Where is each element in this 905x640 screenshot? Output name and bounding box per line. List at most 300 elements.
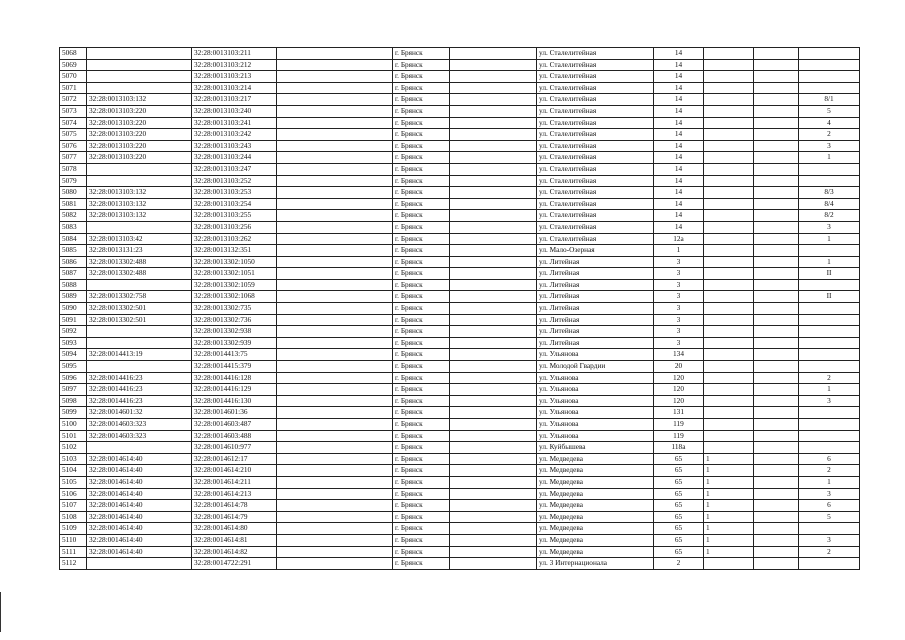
table-cell [450, 534, 537, 546]
table-row [60, 303, 860, 315]
table-cell [704, 245, 754, 257]
table-row [60, 511, 860, 523]
table-cell [277, 314, 393, 326]
table-cell: 32:28:0014413:19 [87, 349, 192, 361]
table-cell [450, 384, 537, 396]
table-cell: ул. Сталелитейная [537, 82, 654, 94]
table-cell [450, 361, 537, 373]
table-cell: 32:28:0014614:40 [87, 500, 192, 512]
table-row [60, 233, 860, 245]
table-cell: 14 [654, 48, 704, 60]
table-cell: 32:28:0014416:130 [192, 395, 277, 407]
table-cell: 1 [704, 511, 754, 523]
table-cell: 32:28:0013302:735 [192, 303, 277, 315]
table-row [60, 117, 860, 129]
table-row [60, 71, 860, 83]
table-cell: 5085 [60, 245, 87, 257]
table-cell: 32:28:0014416:129 [192, 384, 277, 396]
table-cell [87, 48, 192, 60]
table-row [60, 465, 860, 477]
table-cell: 3 [654, 326, 704, 338]
table-cell: г. Брянск [393, 534, 450, 546]
table-cell [277, 221, 393, 233]
table-cell: 32:28:0013302:1051 [192, 268, 277, 280]
table-cell: 5104 [60, 465, 87, 477]
table-cell [754, 117, 799, 129]
table-cell [754, 198, 799, 210]
table-cell: ул. Литейная [537, 291, 654, 303]
table-cell: г. Брянск [393, 419, 450, 431]
table-cell: 5108 [60, 511, 87, 523]
table-cell: 32:28:0014614:40 [87, 465, 192, 477]
table-cell [277, 326, 393, 338]
table-cell [87, 163, 192, 175]
table-cell [754, 407, 799, 419]
table-row [60, 384, 860, 396]
table-cell [277, 245, 393, 257]
table-cell: 65 [654, 511, 704, 523]
table-cell: II [799, 268, 860, 280]
table-cell [754, 314, 799, 326]
table-cell [87, 82, 192, 94]
table-cell: 32:28:0013103:262 [192, 233, 277, 245]
table-cell [450, 558, 537, 570]
table-cell [704, 221, 754, 233]
table-cell [704, 82, 754, 94]
table-cell: 3 [799, 140, 860, 152]
table-cell: 32:28:0014601:36 [192, 407, 277, 419]
table-cell: 118а [654, 442, 704, 454]
table-cell [87, 558, 192, 570]
table-cell: 14 [654, 210, 704, 222]
table-cell: 5083 [60, 221, 87, 233]
table-cell: 3 [799, 534, 860, 546]
table-cell: г. Брянск [393, 488, 450, 500]
table-cell [450, 163, 537, 175]
table-cell [754, 152, 799, 164]
table-cell: 65 [654, 546, 704, 558]
table-row [60, 430, 860, 442]
table-cell: 5077 [60, 152, 87, 164]
table-cell: 32:28:0013302:488 [87, 268, 192, 280]
table-cell [704, 117, 754, 129]
table-cell: 32:28:0013103:211 [192, 48, 277, 60]
table-cell [799, 419, 860, 431]
table-cell [704, 105, 754, 117]
table-cell [799, 314, 860, 326]
table-cell [277, 303, 393, 315]
table-cell: 3 [654, 268, 704, 280]
table-cell: ул. Медведева [537, 476, 654, 488]
table-cell: ул. Сталелитейная [537, 175, 654, 187]
table-cell: 32:28:0014614:40 [87, 534, 192, 546]
table-cell: 65 [654, 465, 704, 477]
table-cell: 32:28:0013131:23 [87, 245, 192, 257]
table-cell: ул. Сталелитейная [537, 117, 654, 129]
table-cell [754, 129, 799, 141]
table-row [60, 187, 860, 199]
table-cell: 32:28:0013103:220 [87, 140, 192, 152]
table-cell [754, 48, 799, 60]
table-cell [799, 163, 860, 175]
table-cell: 119 [654, 430, 704, 442]
table-row [60, 82, 860, 94]
table-cell [450, 291, 537, 303]
table-cell [704, 349, 754, 361]
table-cell: 5069 [60, 59, 87, 71]
table-cell [450, 430, 537, 442]
table-cell [277, 198, 393, 210]
table-cell [754, 94, 799, 106]
table-cell: 5103 [60, 453, 87, 465]
table-cell: ул. Сталелитейная [537, 129, 654, 141]
table-row [60, 372, 860, 384]
table-cell: 14 [654, 140, 704, 152]
table-cell: 32:28:0013103:217 [192, 94, 277, 106]
table-cell: 8/1 [799, 94, 860, 106]
table-cell: 32:28:0014614:211 [192, 476, 277, 488]
table-cell: 14 [654, 59, 704, 71]
table-cell: ул. Литейная [537, 337, 654, 349]
table-cell [754, 163, 799, 175]
table-cell [450, 256, 537, 268]
table-cell: 32:28:0013103:213 [192, 71, 277, 83]
table-cell [704, 140, 754, 152]
table-cell: 5082 [60, 210, 87, 222]
table-cell [277, 94, 393, 106]
table-cell: 32:28:0014413:75 [192, 349, 277, 361]
table-cell: 5074 [60, 117, 87, 129]
table-cell [87, 175, 192, 187]
table-cell [704, 59, 754, 71]
table-cell [754, 175, 799, 187]
table-cell: ул. Медведева [537, 546, 654, 558]
table-row [60, 279, 860, 291]
table-cell: ул. Ульянова [537, 384, 654, 396]
table-cell: 32:28:0013103:253 [192, 187, 277, 199]
table-cell [450, 233, 537, 245]
table-cell [277, 476, 393, 488]
table-cell: 32:28:0013103:220 [87, 117, 192, 129]
table-cell: г. Брянск [393, 314, 450, 326]
table-cell: 1 [704, 534, 754, 546]
table-cell [277, 117, 393, 129]
table-row [60, 129, 860, 141]
table-cell: ул. 3 Интернационала [537, 558, 654, 570]
table-cell [450, 82, 537, 94]
table-cell: г. Брянск [393, 94, 450, 106]
table-cell: 14 [654, 105, 704, 117]
table-cell: 32:28:0013103:254 [192, 198, 277, 210]
table-cell [277, 465, 393, 477]
table-cell [704, 175, 754, 187]
table-cell [450, 523, 537, 535]
table-cell: 32:28:0013103:241 [192, 117, 277, 129]
table-cell [277, 511, 393, 523]
table-cell [754, 326, 799, 338]
table-cell: 4 [799, 117, 860, 129]
table-cell [450, 117, 537, 129]
table-cell: 5093 [60, 337, 87, 349]
table-cell: г. Брянск [393, 523, 450, 535]
table-cell [277, 140, 393, 152]
table-cell [704, 163, 754, 175]
table-cell: ул. Литейная [537, 314, 654, 326]
table-cell: 2 [799, 129, 860, 141]
table-cell [704, 129, 754, 141]
table-cell: 32:28:0013103:132 [87, 198, 192, 210]
table-cell [799, 523, 860, 535]
table-cell: 12а [654, 233, 704, 245]
table-cell: 32:28:0013302:1050 [192, 256, 277, 268]
table-body [60, 48, 860, 570]
table-cell [277, 163, 393, 175]
table-cell: 1 [704, 465, 754, 477]
table-cell [704, 337, 754, 349]
table-cell: г. Брянск [393, 129, 450, 141]
table-cell: 5090 [60, 303, 87, 315]
table-cell [450, 105, 537, 117]
table-cell: г. Брянск [393, 48, 450, 60]
table-cell [754, 291, 799, 303]
table-cell: 32:28:0013103:220 [87, 152, 192, 164]
table-cell [704, 279, 754, 291]
table-cell [87, 279, 192, 291]
table-cell: 5088 [60, 279, 87, 291]
table-cell [450, 442, 537, 454]
table-cell: 32:28:0013103:252 [192, 175, 277, 187]
table-cell: 5071 [60, 82, 87, 94]
table-cell: ул. Ульянова [537, 395, 654, 407]
table-cell: 5076 [60, 140, 87, 152]
table-cell [277, 453, 393, 465]
table-cell: г. Брянск [393, 256, 450, 268]
table-cell [450, 140, 537, 152]
table-cell: г. Брянск [393, 105, 450, 117]
table-cell [277, 291, 393, 303]
table-cell: г. Брянск [393, 384, 450, 396]
table-row [60, 546, 860, 558]
table-cell: ул. Медведева [537, 500, 654, 512]
table-cell: 65 [654, 523, 704, 535]
table-cell: г. Брянск [393, 175, 450, 187]
table-cell: 6 [799, 500, 860, 512]
table-cell [799, 279, 860, 291]
table-cell: 32:28:0014612:17 [192, 453, 277, 465]
table-cell [704, 314, 754, 326]
table-cell [277, 534, 393, 546]
table-cell: г. Брянск [393, 476, 450, 488]
table-cell: г. Брянск [393, 291, 450, 303]
table-cell: г. Брянск [393, 395, 450, 407]
table-cell: 65 [654, 476, 704, 488]
table-cell: г. Брянск [393, 279, 450, 291]
table-cell [450, 372, 537, 384]
table-cell: ул. Медведева [537, 523, 654, 535]
table-cell [704, 210, 754, 222]
table-cell: ул. Сталелитейная [537, 221, 654, 233]
table-cell [704, 198, 754, 210]
table-cell: 134 [654, 349, 704, 361]
table-cell: 1 [704, 500, 754, 512]
table-cell: г. Брянск [393, 233, 450, 245]
table-cell [277, 82, 393, 94]
table-row [60, 476, 860, 488]
table-cell [450, 71, 537, 83]
table-cell [754, 303, 799, 315]
table-cell: 14 [654, 163, 704, 175]
table-cell: ул. Молодой Гвардии [537, 361, 654, 373]
table-cell [799, 407, 860, 419]
table-cell: 5084 [60, 233, 87, 245]
table-cell: г. Брянск [393, 210, 450, 222]
table-cell [277, 349, 393, 361]
table-cell: 32:28:0013302:1068 [192, 291, 277, 303]
table-cell: г. Брянск [393, 442, 450, 454]
table-cell: 32:28:0013103:255 [192, 210, 277, 222]
table-cell [277, 175, 393, 187]
table-cell: 32:28:0014614:40 [87, 476, 192, 488]
table-cell: 3 [799, 488, 860, 500]
table-cell: 65 [654, 488, 704, 500]
table-cell [704, 268, 754, 280]
table-cell: 32:28:0014722:291 [192, 558, 277, 570]
table-row [60, 163, 860, 175]
table-cell: 32:28:0014610:977 [192, 442, 277, 454]
table-cell [754, 419, 799, 431]
table-cell: 1 [704, 546, 754, 558]
table-cell [277, 430, 393, 442]
table-cell [277, 268, 393, 280]
table-cell: 32:28:0013302:488 [87, 256, 192, 268]
table-row [60, 407, 860, 419]
table-cell: 14 [654, 221, 704, 233]
table-row [60, 140, 860, 152]
table-cell [754, 210, 799, 222]
table-cell [277, 500, 393, 512]
table-cell: 5101 [60, 430, 87, 442]
table-cell: г. Брянск [393, 372, 450, 384]
table-cell [450, 303, 537, 315]
table-cell: 32:28:0014614:81 [192, 534, 277, 546]
table-cell [450, 175, 537, 187]
table-cell: 3 [654, 337, 704, 349]
table-cell: 14 [654, 187, 704, 199]
table-cell [277, 407, 393, 419]
table-cell [450, 59, 537, 71]
table-cell: 65 [654, 534, 704, 546]
table-cell [754, 465, 799, 477]
table-cell [704, 48, 754, 60]
table-cell [799, 349, 860, 361]
table-cell: 8/3 [799, 187, 860, 199]
table-cell [450, 453, 537, 465]
table-cell: г. Брянск [393, 361, 450, 373]
table-cell [754, 256, 799, 268]
table-cell: 5102 [60, 442, 87, 454]
table-cell: ул. Ульянова [537, 349, 654, 361]
table-cell: 32:28:0013103:244 [192, 152, 277, 164]
table-cell: 32:28:0013103:247 [192, 163, 277, 175]
table-cell [277, 523, 393, 535]
table-cell [704, 395, 754, 407]
table-cell: 32:28:0013302:1059 [192, 279, 277, 291]
table-cell: 32:28:0013103:240 [192, 105, 277, 117]
table-cell [450, 279, 537, 291]
table-cell: ул. Литейная [537, 279, 654, 291]
table-cell: 32:28:0014614:79 [192, 511, 277, 523]
table-row [60, 361, 860, 373]
table-cell [450, 94, 537, 106]
table-row [60, 152, 860, 164]
table-cell [704, 384, 754, 396]
table-cell: 3 [654, 256, 704, 268]
table-cell: 5099 [60, 407, 87, 419]
table-cell: 32:28:0013103:42 [87, 233, 192, 245]
table-cell: 32:28:0013103:256 [192, 221, 277, 233]
table-row [60, 395, 860, 407]
table-cell [277, 361, 393, 373]
table-cell: 32:28:0014416:23 [87, 372, 192, 384]
table-cell: г. Брянск [393, 187, 450, 199]
table-cell: 32:28:0014603:487 [192, 419, 277, 431]
table-cell [277, 187, 393, 199]
table-cell [754, 453, 799, 465]
table-row [60, 59, 860, 71]
table-cell: 32:28:0013103:132 [87, 187, 192, 199]
table-cell [450, 152, 537, 164]
table-cell: г. Брянск [393, 140, 450, 152]
table-cell: 5109 [60, 523, 87, 535]
table-cell: 119 [654, 419, 704, 431]
table-cell [87, 221, 192, 233]
table-cell: г. Брянск [393, 117, 450, 129]
table-cell: г. Брянск [393, 430, 450, 442]
table-cell: ул. Сталелитейная [537, 59, 654, 71]
table-row [60, 488, 860, 500]
table-cell [799, 245, 860, 257]
table-cell [754, 349, 799, 361]
table-cell [704, 94, 754, 106]
table-row [60, 105, 860, 117]
table-cell: 5089 [60, 291, 87, 303]
table-cell: 1 [799, 256, 860, 268]
table-cell: 5112 [60, 558, 87, 570]
table-cell: г. Брянск [393, 221, 450, 233]
table-cell [799, 558, 860, 570]
table-cell [704, 558, 754, 570]
table-row [60, 94, 860, 106]
table-cell: 32:28:0014614:40 [87, 546, 192, 558]
table-row [60, 210, 860, 222]
table-cell: 5073 [60, 105, 87, 117]
table-row [60, 245, 860, 257]
table-cell: 1 [704, 476, 754, 488]
table-cell: г. Брянск [393, 349, 450, 361]
table-cell: ул. Литейная [537, 326, 654, 338]
table-cell [754, 430, 799, 442]
table-cell [754, 395, 799, 407]
table-cell: 3 [654, 291, 704, 303]
table-cell: 5110 [60, 534, 87, 546]
table-cell [277, 71, 393, 83]
table-cell: ул. Медведева [537, 465, 654, 477]
table-cell: г. Брянск [393, 326, 450, 338]
table-cell [754, 558, 799, 570]
table-cell: г. Брянск [393, 453, 450, 465]
table-cell [450, 488, 537, 500]
table-cell [754, 59, 799, 71]
